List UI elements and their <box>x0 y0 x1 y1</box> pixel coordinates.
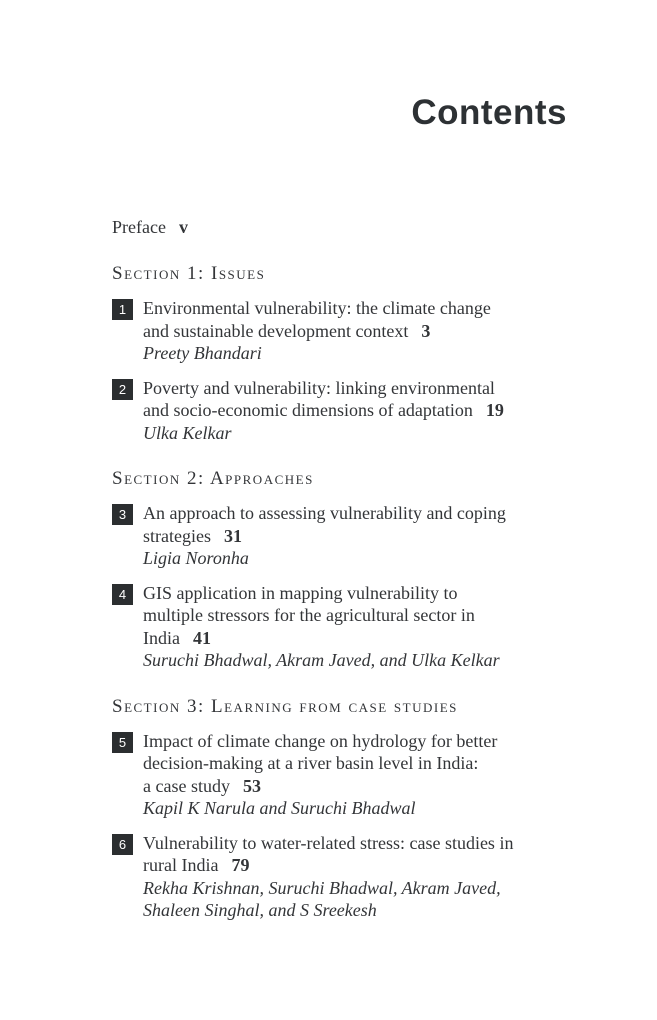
section-heading: Section 1: Issues <box>112 263 266 284</box>
section-entries <box>112 730 567 922</box>
chapter-authors: Suruchi Bhadwal, Akram Javed, and Ulka Kelkar <box>143 650 500 670</box>
chapter-number-badge: 5 <box>112 732 133 753</box>
chapter-page-number: 19 <box>485 400 504 420</box>
chapter-authors: Kapil K Narula and Suruchi Bhadwal <box>143 798 416 818</box>
section-heading: Section 3: Learning from case studies <box>112 695 458 717</box>
chapter-title-line: An approach to assessing vulnerability and coping <box>143 503 506 523</box>
toc-section <box>112 466 567 672</box>
chapter-entry-body <box>143 832 567 922</box>
chapter-number-badge: 3 <box>112 504 133 525</box>
chapter-entry-body <box>143 730 567 820</box>
chapter-number-badge: 6 <box>112 834 133 855</box>
preface-page-number: v <box>178 217 188 237</box>
chapter-title-line: Poverty and vulnerability: linking environmental <box>143 377 495 398</box>
chapter-title-line: and socio-economic dimensions of adaptation 19 <box>143 400 504 420</box>
chapter-title-line: GIS application in mapping vulnerability to <box>143 582 458 603</box>
chapter-entry-body <box>143 582 567 672</box>
chapter-title-line: Vulnerability to water-related stress: case studies in <box>143 832 514 853</box>
chapter-authors: Ulka Kelkar <box>143 422 232 443</box>
chapter-authors: Preety Bhandari <box>143 343 262 363</box>
preface-row <box>112 216 567 239</box>
chapter-number-badge: 1 <box>112 299 133 320</box>
chapter-page-number: 3 <box>421 320 431 341</box>
chapter-title-line: strategies 31 <box>143 525 242 546</box>
chapter-entry-body <box>143 502 567 570</box>
chapter-title-line: and sustainable development context 3 <box>143 320 431 341</box>
chapter-number-badge: 2 <box>112 379 133 400</box>
chapter-authors: Rekha Krishnan, Suruchi Bhadwal, Akram Javed, <box>143 877 501 898</box>
section-entries <box>112 297 567 444</box>
chapter-title-line: rural India 79 <box>143 855 250 875</box>
chapter-title-line: Environmental vulnerability: the climate change <box>143 298 491 318</box>
section-heading: Section 2: Approaches <box>112 468 314 489</box>
chapter-entry <box>112 502 567 570</box>
chapter-title-line: India 41 <box>143 627 211 648</box>
chapter-entry <box>112 377 567 445</box>
chapter-entry <box>112 582 567 672</box>
chapter-page-number: 53 <box>242 775 261 796</box>
page-title: Contents <box>411 93 567 132</box>
toc-section <box>112 694 567 922</box>
chapter-page-number: 79 <box>231 855 250 875</box>
chapter-authors: Shaleen Singhal, and S Sreekesh <box>143 900 377 920</box>
section-entries <box>112 502 567 672</box>
chapter-page-number: 31 <box>223 525 242 546</box>
preface-label: Preface <box>112 217 166 237</box>
chapter-entry <box>112 730 567 820</box>
chapter-title-line: Impact of climate change on hydrology for better <box>143 730 498 751</box>
chapter-entry-body <box>143 377 567 445</box>
chapter-page-number: 41 <box>192 627 211 648</box>
chapter-entry-body <box>143 297 567 365</box>
toc-sections <box>112 261 567 922</box>
toc-section <box>112 261 567 444</box>
chapter-title-line: decision-making at a river basin level in India: <box>143 753 479 773</box>
chapter-title-line: a case study 53 <box>143 775 261 796</box>
chapter-entry <box>112 297 567 365</box>
chapter-entry <box>112 832 567 922</box>
chapter-title-line: multiple stressors for the agricultural sector in <box>143 605 475 625</box>
chapter-authors: Ligia Noronha <box>143 548 249 568</box>
chapter-number-badge: 4 <box>112 584 133 605</box>
